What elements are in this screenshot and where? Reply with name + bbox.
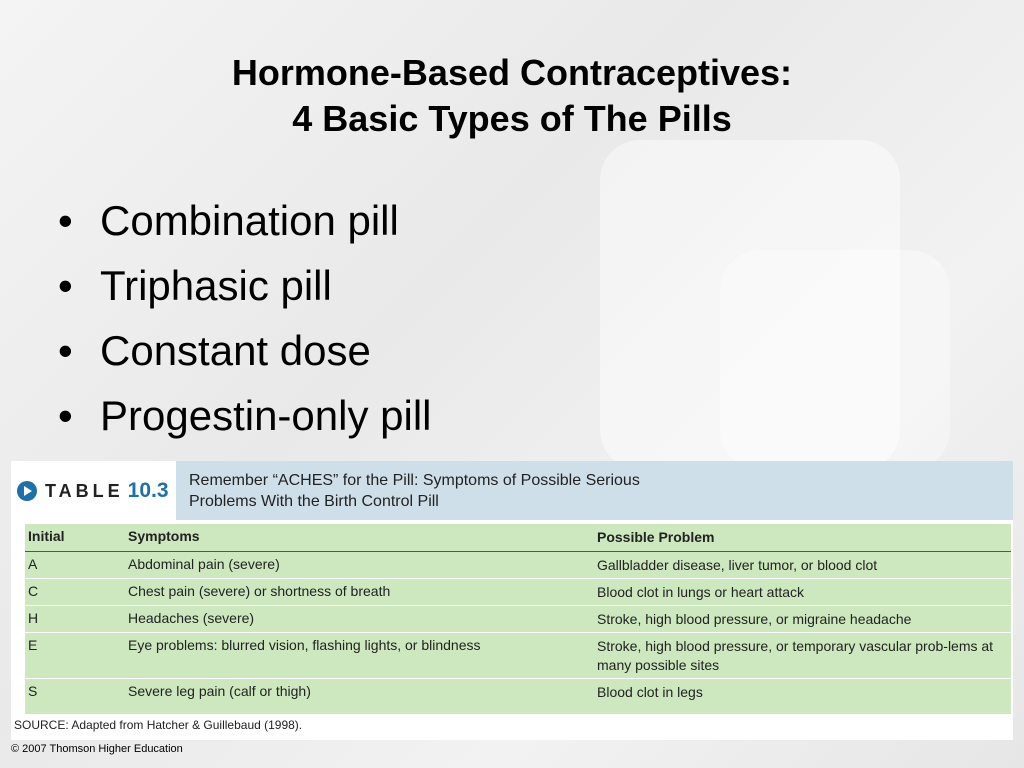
cell-symptom: Eye problems: blurred vision, flashing lights, or blindness (128, 637, 481, 653)
title-line-2: 4 Basic Types of The Pills (292, 98, 732, 139)
bullet-item: • Combination pill (58, 188, 432, 253)
table-row (25, 579, 1011, 606)
caption-line-1: Remember “ACHES” for the Pill: Symptoms of Possible Serious (189, 472, 640, 489)
table-column-headers (25, 524, 1011, 552)
bullet-list (58, 188, 432, 448)
table-row (25, 679, 1011, 713)
table-number: 10.3 (127, 479, 169, 502)
column-header-initial: Initial (28, 528, 65, 544)
cell-problem: Blood clot in legs (597, 684, 703, 700)
background-shape (720, 250, 950, 470)
table-label (17, 479, 169, 503)
cell-initial: S (28, 683, 38, 699)
copyright-text: © 2007 Thomson Higher Education (11, 743, 183, 755)
table-row (25, 633, 1011, 679)
table-row (25, 552, 1011, 579)
slide-title (0, 50, 1024, 142)
cell-initial: C (28, 583, 39, 599)
column-header-symptoms: Symptoms (128, 528, 200, 544)
cell-problem: Stroke, high blood pressure, or temporary vascular prob-lems at many possible sites (597, 638, 994, 673)
table-caption-box (176, 461, 1013, 520)
table-caption (189, 470, 640, 512)
bullet-item: • Progestin-only pill (58, 383, 432, 448)
cell-initial: H (28, 610, 39, 626)
caption-line-2: Problems With the Birth Control Pill (189, 493, 439, 510)
aches-table (11, 461, 1013, 740)
table-row (25, 606, 1011, 633)
column-header-problem: Possible Problem (597, 529, 715, 545)
cell-symptom: Headaches (severe) (128, 610, 255, 626)
table-header (11, 461, 1013, 520)
table-body (25, 524, 1011, 714)
cell-problem: Stroke, high blood pressure, or migraine headache (597, 611, 912, 627)
cell-initial: E (28, 637, 38, 653)
table-label-word: TABLE (45, 480, 124, 501)
cell-problem: Blood clot in lungs or heart attack (597, 584, 805, 600)
bullet-item: • Triphasic pill (58, 253, 432, 318)
bullet-item: • Constant dose (58, 318, 432, 383)
cell-symptom: Chest pain (severe) or shortness of breath (128, 583, 391, 599)
cell-symptom: Severe leg pain (calf or thigh) (128, 683, 311, 699)
table-source: SOURCE: Adapted from Hatcher & Guillebaud (1998). (14, 718, 303, 732)
cell-initial: A (28, 556, 38, 572)
cell-symptom: Abdominal pain (severe) (128, 556, 280, 572)
cell-problem: Gallbladder disease, liver tumor, or blood clot (597, 557, 878, 573)
title-line-1: Hormone-Based Contraceptives: (231, 52, 793, 93)
arrow-right-icon (17, 481, 37, 501)
